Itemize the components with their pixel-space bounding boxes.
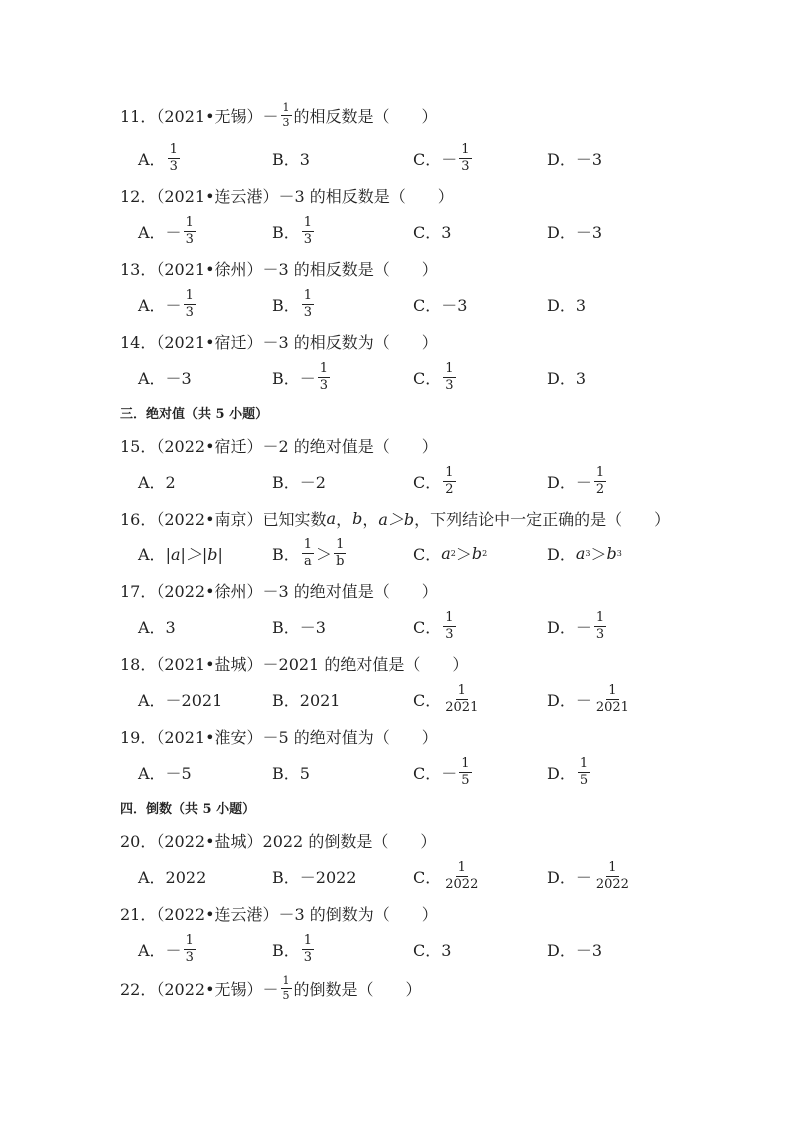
- question-21-option-b: [272, 929, 316, 969]
- question-21-option-c: [413, 929, 451, 969]
- option-label: A．－: [138, 940, 182, 960]
- fraction-numerator: 1: [461, 755, 470, 771]
- question-15-option-b: [272, 461, 326, 501]
- fraction: [184, 216, 196, 247]
- power-exponent: 3: [616, 548, 622, 558]
- question-18-option-c: [413, 679, 482, 719]
- section-heading-absolute-value: 三．绝对值（共 5 小题）: [120, 406, 269, 422]
- power-exponent: 3: [585, 548, 591, 558]
- option-label: C．－: [413, 149, 458, 169]
- question-19-stem: 19．（2021•淮安）－5 的绝对值为（ ）: [120, 727, 438, 747]
- option-label: B．－2022: [272, 867, 357, 887]
- option-label: D．－: [547, 690, 592, 710]
- fraction: [443, 362, 455, 393]
- option-label: B．3: [272, 149, 310, 169]
- question-19-option-b: [272, 752, 310, 792]
- fraction-numerator: 1: [303, 287, 313, 303]
- question-11-option-c: [413, 138, 474, 178]
- option-label: D．: [547, 763, 576, 783]
- question-13-option-d: [547, 284, 586, 324]
- question-13-option-b: [272, 284, 316, 324]
- option-label: A．－: [138, 295, 182, 315]
- question-21-option-a: [138, 929, 198, 969]
- question-text: 的倒数是（ ）: [293, 979, 422, 999]
- fraction-denominator: 3: [185, 304, 194, 320]
- power-base: a: [441, 543, 451, 563]
- fraction: [302, 289, 314, 320]
- power-exponent: 2: [450, 548, 456, 558]
- option-label: B．2021: [272, 690, 341, 710]
- option-label: C．: [413, 690, 442, 710]
- fraction: [594, 684, 631, 715]
- punctuation: ，: [362, 509, 379, 529]
- fraction-numerator: 1: [185, 214, 194, 230]
- fraction: [459, 757, 471, 788]
- question-12-option-d: [547, 211, 602, 251]
- option-label: D．: [547, 544, 576, 564]
- fraction: [443, 861, 480, 892]
- fraction-denominator: 2: [445, 481, 454, 497]
- fraction-numerator: 1: [169, 141, 178, 157]
- fraction-numerator: 1: [579, 755, 589, 771]
- fraction-denominator: 3: [303, 949, 313, 965]
- option-label: C．: [413, 544, 442, 564]
- fraction-denominator: 3: [282, 115, 290, 129]
- fraction-numerator: 1: [445, 609, 454, 625]
- option-label: B．5: [272, 763, 310, 783]
- fraction-numerator: 1: [185, 932, 194, 948]
- question-11-option-d: [547, 138, 602, 178]
- fraction-denominator: 3: [185, 949, 194, 965]
- fraction: [302, 934, 314, 965]
- option-label: C．: [413, 368, 442, 388]
- variable-a: a: [326, 508, 337, 528]
- fraction-denominator: b: [336, 553, 345, 569]
- question-16-option-d: [547, 533, 622, 573]
- question-15-option-c: [413, 461, 458, 501]
- question-15-option-d: [547, 461, 608, 501]
- question-text: 16．（2022•南京）已知实数: [120, 509, 327, 529]
- greater-than-sign: ＞: [455, 544, 472, 564]
- option-label: A．: [138, 544, 166, 564]
- option-label: B．－3: [272, 617, 326, 637]
- fraction-denominator: 2: [595, 481, 605, 497]
- fraction-numerator: 1: [336, 536, 345, 552]
- fraction-denominator: 3: [303, 304, 313, 320]
- question-14-option-d: [547, 357, 586, 397]
- option-label: A．－3: [138, 368, 192, 388]
- question-14-stem: 14．（2021•宿迁）－3 的相反数为（ ）: [120, 332, 438, 352]
- power-exponent: 2: [482, 548, 488, 558]
- fraction-denominator: 3: [445, 626, 454, 642]
- fraction-numerator: 1: [608, 682, 617, 698]
- fraction-numerator: 1: [608, 859, 617, 875]
- punctuation: ，: [336, 509, 353, 529]
- option-label: A．: [138, 149, 166, 169]
- question-text: 的相反数是（ ）: [293, 106, 438, 126]
- fraction-denominator: 5: [282, 988, 290, 1002]
- question-18-option-b: [272, 679, 340, 719]
- fraction: [459, 143, 471, 174]
- fraction-denominator: 3: [303, 231, 313, 247]
- fraction: [168, 143, 180, 174]
- fraction-numerator: 1: [303, 536, 313, 552]
- question-17-option-d: [547, 606, 608, 646]
- fraction-numerator: 1: [461, 141, 470, 157]
- question-14-option-b: [272, 357, 332, 397]
- fraction: [318, 362, 330, 393]
- option-label: D．－: [547, 472, 592, 492]
- fraction: [443, 684, 480, 715]
- option-label: D．－: [547, 867, 592, 887]
- fraction-numerator: 1: [303, 214, 313, 230]
- question-15-stem: 15．（2022•宿迁）－2 的绝对值是（ ）: [120, 436, 438, 456]
- option-expression: |a|＞|b|: [165, 544, 223, 564]
- power-base: b: [471, 543, 483, 563]
- question-18-option-a: [138, 679, 222, 719]
- question-13-option-c: [413, 284, 467, 324]
- option-label: A．2: [138, 472, 176, 492]
- question-16-option-c: [413, 533, 487, 573]
- question-17-option-c: [413, 606, 458, 646]
- question-12-option-a: [138, 211, 198, 251]
- fraction: [594, 466, 606, 497]
- fraction-denominator: 3: [169, 158, 178, 174]
- fraction-numerator: 1: [319, 360, 329, 376]
- option-label: A．－5: [138, 763, 192, 783]
- fraction-denominator: 5: [461, 772, 470, 788]
- question-13-stem: 13．（2021•徐州）－3 的相反数是（ ）: [120, 259, 438, 279]
- fraction: [281, 102, 292, 129]
- fraction-denominator: 2021: [595, 699, 629, 715]
- question-16-option-a: [138, 533, 223, 573]
- question-18-stem: 18．（2021•盐城）－2021 的绝对值是（ ）: [120, 654, 469, 674]
- question-text: 11．（2021•无锡）－: [120, 106, 279, 126]
- fraction-numerator: 1: [445, 464, 454, 480]
- fraction: [578, 757, 590, 788]
- option-label: C．: [413, 472, 442, 492]
- fraction-denominator: 2022: [595, 876, 629, 892]
- fraction-numerator: 1: [457, 859, 466, 875]
- option-label: C．3: [413, 222, 452, 242]
- question-12-option-b: [272, 211, 316, 251]
- fraction-denominator: 3: [595, 626, 605, 642]
- question-20-option-d: [547, 856, 633, 896]
- fraction-numerator: 1: [595, 609, 605, 625]
- fraction: [443, 466, 455, 497]
- option-label: B．: [272, 295, 300, 315]
- greater-than-sign: ＞: [316, 544, 333, 564]
- question-21-option-d: [547, 929, 602, 969]
- option-label: D．－3: [547, 222, 603, 242]
- question-11-stem: [120, 95, 438, 135]
- option-label: D．－3: [547, 940, 603, 960]
- option-label: D．－: [547, 617, 592, 637]
- question-19-option-a: [138, 752, 192, 792]
- question-17-stem: 17．（2022•徐州）－3 的绝对值是（ ）: [120, 581, 438, 601]
- fraction-denominator: 3: [185, 231, 194, 247]
- fraction: [302, 216, 314, 247]
- fraction-denominator: 5: [579, 772, 589, 788]
- option-label: C．: [413, 617, 442, 637]
- question-20-option-b: [272, 856, 356, 896]
- question-20-option-c: [413, 856, 482, 896]
- option-label: B．－2: [272, 472, 326, 492]
- question-18-option-d: [547, 679, 633, 719]
- option-label: D．－3: [547, 149, 603, 169]
- option-label: B．: [272, 222, 300, 242]
- fraction: [594, 611, 606, 642]
- option-label: C．: [413, 867, 442, 887]
- question-19-option-d: [547, 752, 592, 792]
- question-22-stem: [120, 968, 422, 1008]
- fraction-numerator: 1: [185, 287, 194, 303]
- question-20-option-a: [138, 856, 206, 896]
- question-text: ，下列结论中一定正确的是（ ）: [414, 509, 671, 529]
- fraction-numerator: 1: [445, 360, 454, 376]
- question-14-option-a: [138, 357, 192, 397]
- fraction-numerator: 1: [282, 973, 290, 987]
- fraction-numerator: 1: [595, 464, 605, 480]
- question-16-stem: [120, 498, 670, 538]
- question-21-stem: 21．（2022•连云港）－3 的倒数为（ ）: [120, 904, 438, 924]
- fraction-denominator: 3: [445, 377, 454, 393]
- option-label: A．－: [138, 222, 182, 242]
- option-label: C．3: [413, 940, 452, 960]
- fraction-numerator: 1: [282, 100, 290, 114]
- question-17-option-b: [272, 606, 326, 646]
- fraction: [184, 934, 196, 965]
- option-label: A．－2021: [138, 690, 223, 710]
- fraction-denominator: a: [304, 553, 312, 569]
- question-11-option-b: [272, 138, 310, 178]
- greater-than-sign: ＞: [590, 544, 607, 564]
- option-label: A．2022: [138, 867, 207, 887]
- fraction-numerator: 1: [457, 682, 466, 698]
- question-15-option-a: [138, 461, 176, 501]
- fraction: [184, 289, 196, 320]
- question-16-option-b: [272, 533, 348, 573]
- question-19-option-c: [413, 752, 474, 792]
- fraction-denominator: 2022: [445, 876, 479, 892]
- option-label: B．: [272, 940, 300, 960]
- fraction: [334, 538, 346, 569]
- option-label: C．－3: [413, 295, 468, 315]
- option-label: A．3: [138, 617, 176, 637]
- power-base: a: [575, 543, 586, 563]
- question-12-stem: 12．（2021•连云港）－3 的相反数是（ ）: [120, 186, 454, 206]
- question-17-option-a: [138, 606, 176, 646]
- fraction: [443, 611, 455, 642]
- question-14-option-c: [413, 357, 458, 397]
- option-label: B．－: [272, 368, 316, 388]
- question-20-stem: 20．（2022•盐城）2022 的倒数是（ ）: [120, 831, 437, 851]
- question-13-option-a: [138, 284, 198, 324]
- fraction-denominator: 2021: [445, 699, 479, 715]
- fraction: [594, 861, 631, 892]
- fraction-numerator: 1: [303, 932, 313, 948]
- question-text: 22．（2022•无锡）－: [120, 979, 279, 999]
- section-heading-reciprocal: 四．倒数（共 5 小题）: [120, 801, 256, 817]
- question-11-option-a: [138, 138, 182, 178]
- fraction: [281, 975, 292, 1002]
- power-base: b: [606, 543, 617, 563]
- fraction-denominator: 3: [461, 158, 470, 174]
- fraction: [302, 538, 314, 569]
- condition-expression: a＞b: [378, 509, 415, 529]
- variable-b: b: [352, 508, 363, 528]
- option-label: C．－: [413, 763, 458, 783]
- fraction-denominator: 3: [319, 377, 329, 393]
- option-label: B．: [272, 544, 300, 564]
- option-label: D．3: [547, 368, 587, 388]
- question-12-option-c: [413, 211, 451, 251]
- option-label: D．3: [547, 295, 587, 315]
